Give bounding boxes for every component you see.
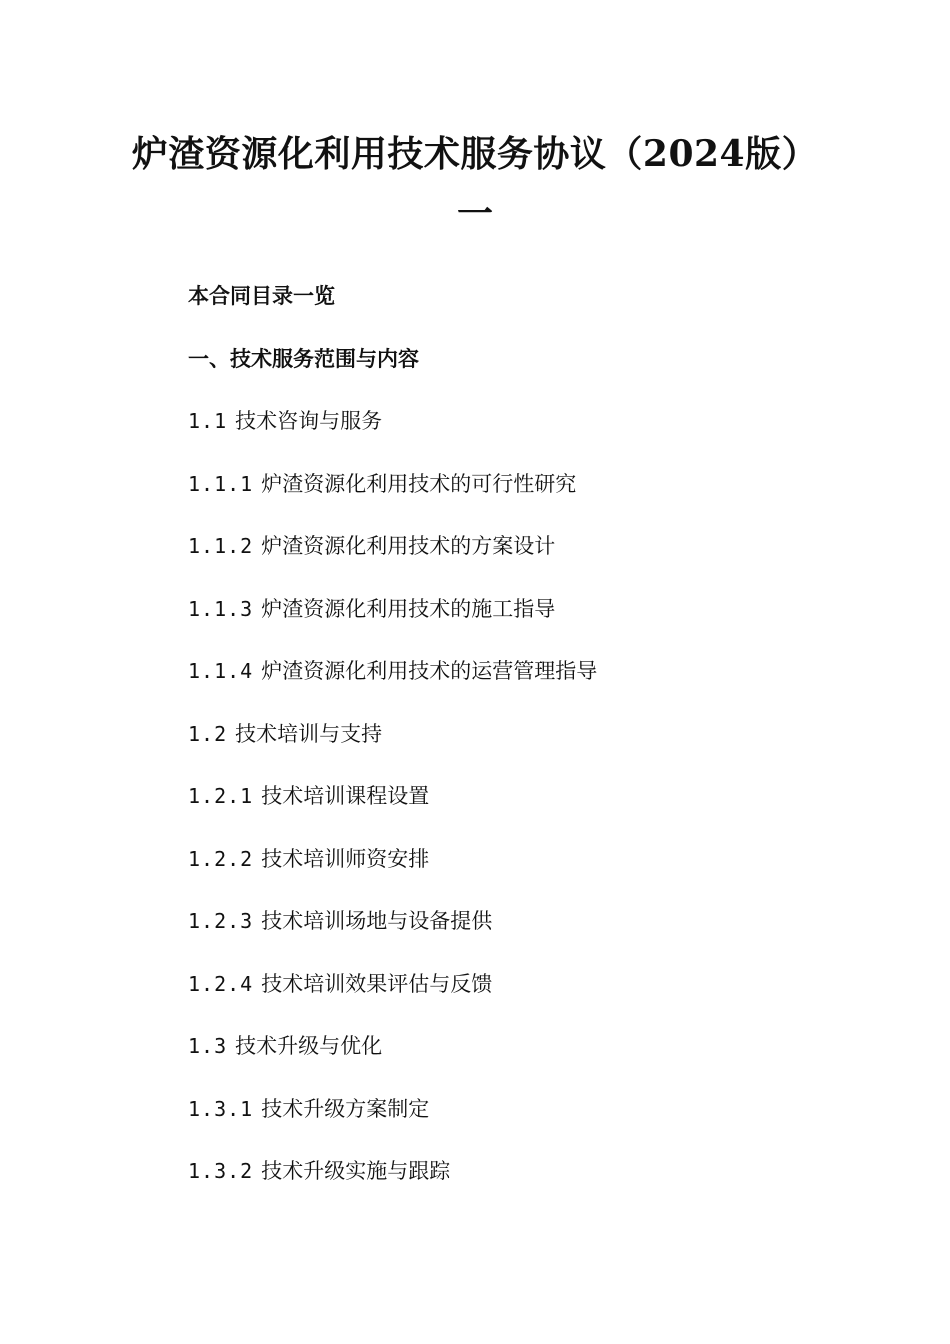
toc-item-number: 1.2.4 — [188, 971, 254, 996]
toc-item-number: 1.1.4 — [188, 659, 254, 683]
toc-item — [188, 405, 888, 437]
toc-item-number: 1.3 — [188, 1034, 228, 1058]
document-title: 炉渣资源化利用技术服务协议（2024版） — [131, 133, 819, 175]
toc-item-text: 技术培训场地与设备提供 — [261, 909, 493, 933]
toc-item-text: 技术升级方案制定 — [261, 1096, 430, 1121]
toc-item-number: 1.3.2 — [188, 1159, 254, 1183]
toc-item-text: 技术咨询与服务 — [235, 409, 383, 433]
toc-item-text: 炉渣资源化利用技术的方案设计 — [261, 534, 556, 558]
toc-item-number: 1.3.1 — [188, 1096, 254, 1121]
toc-item — [188, 468, 888, 500]
toc-item-number: 1.1.3 — [188, 596, 254, 621]
toc-item — [188, 718, 888, 750]
document-subtitle: 一 — [456, 193, 493, 235]
table-of-contents — [188, 280, 888, 1218]
toc-item-number: 1.1.2 — [188, 534, 254, 558]
toc-item-text: 技术升级与优化 — [235, 1034, 383, 1058]
toc-item — [188, 530, 888, 562]
toc-item-number: 1.2.2 — [188, 846, 254, 871]
toc-item-number: 1.1 — [188, 409, 228, 433]
toc-item-text: 炉渣资源化利用技术的可行性研究 — [261, 471, 577, 496]
toc-item-text: 技术培训师资安排 — [261, 846, 430, 871]
toc-item — [188, 593, 888, 625]
toc-item-text: 技术升级实施与跟踪 — [261, 1159, 451, 1183]
toc-item-text: 技术培训课程设置 — [261, 784, 430, 808]
toc-item-text: 技术培训效果评估与反馈 — [261, 971, 493, 996]
toc-item-number: 1.2 — [188, 721, 228, 746]
toc-item-number: 1.1.1 — [188, 471, 254, 496]
toc-item-text: 炉渣资源化利用技术的施工指导 — [261, 596, 556, 621]
toc-item — [188, 843, 888, 875]
toc-item — [188, 905, 888, 937]
toc-item-number: 1.2.3 — [188, 909, 254, 933]
toc-item-text: 炉渣资源化利用技术的运营管理指导 — [261, 659, 598, 683]
toc-item — [188, 655, 888, 687]
toc-item — [188, 1093, 888, 1125]
toc-item — [188, 780, 888, 812]
toc-item — [188, 1030, 888, 1062]
toc-item-text: 技术培训与支持 — [235, 721, 383, 746]
toc-item-number: 1.2.1 — [188, 784, 254, 808]
toc-item — [188, 343, 888, 375]
toc-item — [188, 968, 888, 1000]
toc-heading: 本合同目录一览 — [188, 284, 335, 308]
toc-item — [188, 1155, 888, 1187]
toc-item-text: 一、技术服务范围与内容 — [188, 346, 419, 371]
